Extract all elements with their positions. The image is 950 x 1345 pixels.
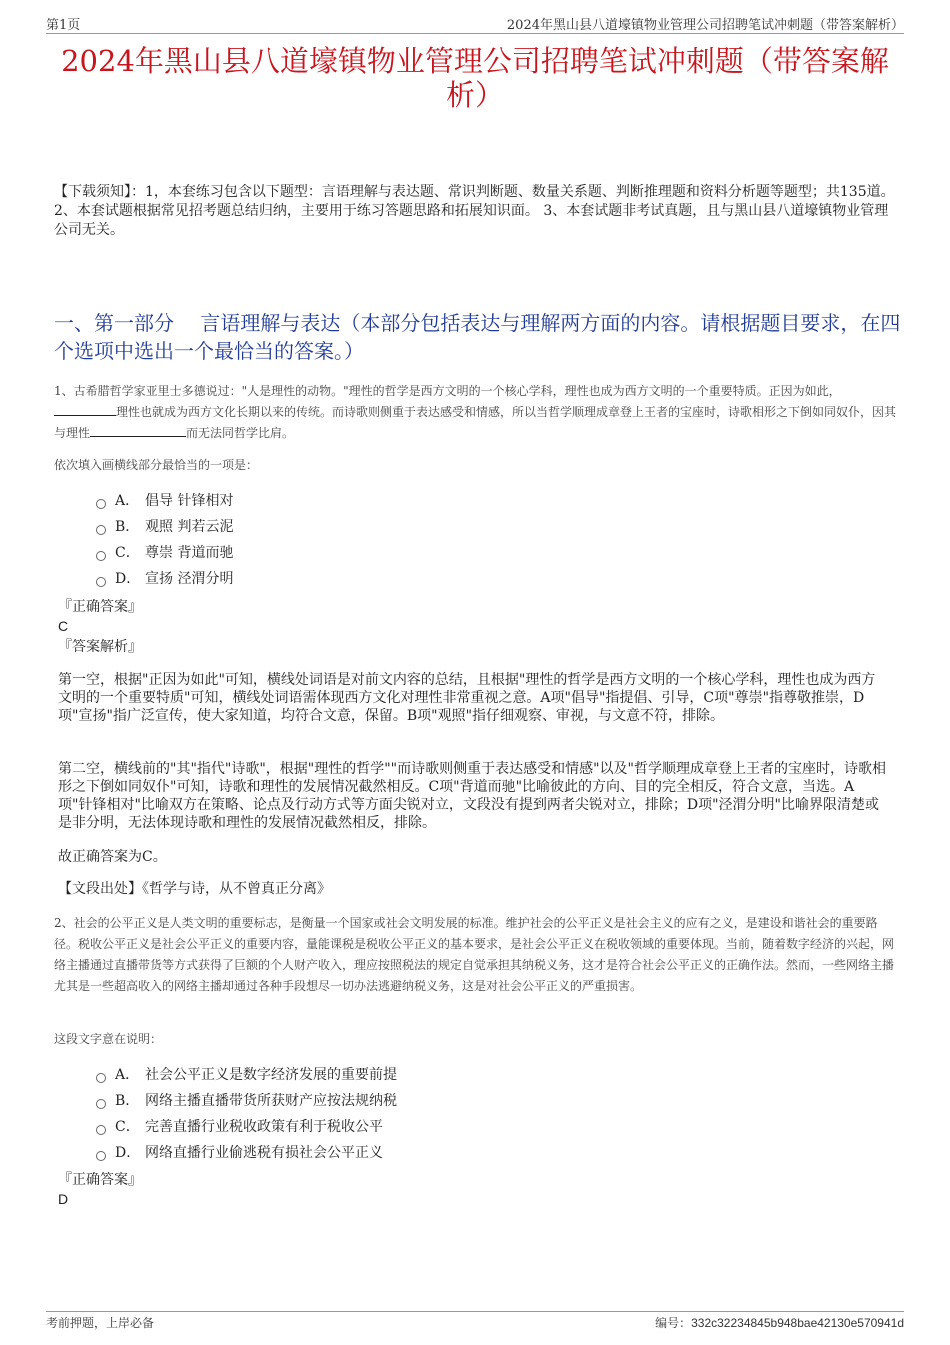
analysis-label: 『答案解析』 — [58, 639, 142, 655]
fill-blank-2 — [90, 424, 186, 437]
option-b[interactable] — [96, 514, 233, 540]
option-letter: B． — [115, 1093, 140, 1109]
radio-icon[interactable] — [96, 1151, 106, 1161]
option-text: 观照 判若云泥 — [145, 519, 234, 535]
page-number: 第1页 — [46, 18, 81, 33]
footer-divider — [46, 1311, 904, 1312]
analysis-paragraph-2: 第二空，横线前的"其"指代"诗歌"，根据"理性的哲学""而诗歌则侧重于表达感受和情感"以及"哲学顺理成章登上王者的宝座时，诗歌相形之下倒如同奴仆"可知，诗歌和理性的发展情况截然相反。C项"背道而驰"比喻彼此的方向、目的完全相反，符合文意，当选。A项"针锋相对"比喻双方在策略、论点及行动方式等方面尖锐对立，文段没有提到两者尖锐对立，排除；D项"泾渭分明"比喻界限清楚或是非分明，无法体现诗歌和理性的发展情况截然相反，排除。 — [58, 761, 886, 831]
option-a[interactable] — [96, 1062, 397, 1088]
question-2-prompt: 这段文字意在说明： — [54, 1032, 163, 1046]
analysis-paragraph-1: 第一空，根据"正因为如此"可知，横线处词语是对前文内容的总结，且根据"理性的哲学是西方文明的一个核心学科，理性也成为西方文明的一个重要特质"可知，横线处词语需体现西方文化对理性非常重视之意。A项"倡导"指提倡、引导，C项"尊崇"指尊敬推崇，D项"宣扬"指广泛宣传，使大家知道，均符合文意，保留。B项"观照"指仔细观察、审视，与文意不符，排除。 — [58, 672, 876, 724]
question-1-text-part3: 而无法同哲学比肩。 — [186, 426, 295, 440]
question-1-text-part1: 1、古希腊哲学家亚里士多德说过："人是理性的动物。"理性的哲学是西方文明的一个核心学科，理性也成为西方文明的一个重要特质。正因为如此， — [54, 384, 841, 398]
footer-slogan: 考前押题，上岸必备 — [46, 1316, 155, 1330]
running-header-title: 2024年黑山县八道壕镇物业管理公司招聘笔试冲刺题（带答案解析） — [506, 18, 904, 33]
fill-blank-1 — [54, 403, 116, 416]
option-b[interactable] — [96, 1088, 397, 1114]
question-2-text: 2、社会的公平正义是人类文明的重要标志，是衡量一个国家或社会文明发展的标准。维护社会的公平正义是社会主义的应有之义，是建设和谐社会的重要路径。税收公平正义是社会公平正义的重要内容，量能课税是税收公平正义的基本要求，是社会公平正义在税收领域的重要体现。当前，随着数字经济的兴起，网络主播通过直播带货等方式获得了巨额的个人财产收入，理应按照税法的规定自觉承担其纳税义务，这才是符合社会公平正义的正确作法。然而，一些网络主播尤其是一些超高收入的网络主播却通过各种手段想尽一切办法逃避纳税义务，这是对社会公平正义的严重损害。 — [54, 916, 895, 993]
option-letter: A． — [115, 493, 140, 509]
option-letter: D． — [115, 571, 141, 587]
radio-icon[interactable] — [96, 1125, 106, 1135]
correct-answer-label: 『正确答案』 — [58, 1172, 142, 1188]
option-a[interactable] — [96, 488, 233, 514]
option-text: 社会公平正义是数字经济发展的重要前提 — [145, 1067, 397, 1083]
analysis-conclusion: 故正确答案为C。 — [58, 849, 167, 865]
question-2-options — [96, 1062, 397, 1166]
radio-icon[interactable] — [96, 577, 106, 587]
radio-icon[interactable] — [96, 525, 106, 535]
option-d[interactable] — [96, 1140, 397, 1166]
passage-source: 【文段出处】《哲学与诗，从不曾真正分离》 — [58, 881, 331, 897]
option-d[interactable] — [96, 566, 233, 592]
question-1-text-part2: 理性也就成为西方文化长期以来的传统。而诗歌则侧重于表达感受和情感，所以当哲学顺理成章登上王者的宝座时，诗歌相形之下倒如同奴仆，因其与理性 — [54, 405, 897, 440]
correct-answer-value: C — [58, 618, 69, 634]
option-letter: D． — [115, 1145, 141, 1161]
download-notice: 【下载须知】：1，本套练习包含以下题型：言语理解与表达题、常识判断题、数量关系题、判断推理题和资料分析题等题型；共135道。 2、本套试题根据常见招考题总结归纳，主要用于练习答题思路和拓展知识面。 3、本套试题非考试真题，且与黑山县八道壕镇物业管理公司无关。 — [54, 184, 895, 238]
section-title: 一、第一部分 言语理解与表达（本部分包括表达与理解两方面的内容。请根据题目要求，在四个选项中选出一个最恰当的答案。） — [54, 311, 901, 363]
document-id-label: 编号： — [655, 1316, 692, 1330]
correct-answer-label: 『正确答案』 — [58, 599, 142, 615]
correct-answer-value: D — [58, 1191, 69, 1207]
radio-icon[interactable] — [96, 499, 106, 509]
document-id — [655, 1314, 904, 1331]
question-1-options — [96, 488, 233, 592]
option-text: 网络直播行业偷逃税有损社会公平正义 — [145, 1145, 383, 1161]
header-divider — [46, 33, 904, 34]
option-letter: C． — [115, 1119, 140, 1135]
option-c[interactable] — [96, 540, 233, 566]
option-text: 完善直播行业税收政策有利于税收公平 — [145, 1119, 383, 1135]
document-id-code: 332c32234845b948bae42130e570941d — [691, 1316, 904, 1330]
question-1-text — [54, 381, 899, 444]
option-letter: B． — [115, 519, 140, 535]
option-text: 宣扬 泾渭分明 — [145, 571, 234, 587]
question-1-prompt: 依次填入画横线部分最恰当的一项是： — [54, 458, 259, 472]
option-letter: A． — [115, 1067, 140, 1083]
option-c[interactable] — [96, 1114, 397, 1140]
option-text: 网络主播直播带货所获财产应按法规纳税 — [145, 1093, 397, 1109]
option-letter: C． — [115, 545, 140, 561]
option-text: 尊崇 背道而驰 — [145, 545, 234, 561]
option-text: 倡导 针锋相对 — [145, 493, 234, 509]
radio-icon[interactable] — [96, 1073, 106, 1083]
radio-icon[interactable] — [96, 1099, 106, 1109]
document-title: 2024年黑山县八道壕镇物业管理公司招聘笔试冲刺题（带答案解析） — [61, 44, 889, 112]
radio-icon[interactable] — [96, 551, 106, 561]
